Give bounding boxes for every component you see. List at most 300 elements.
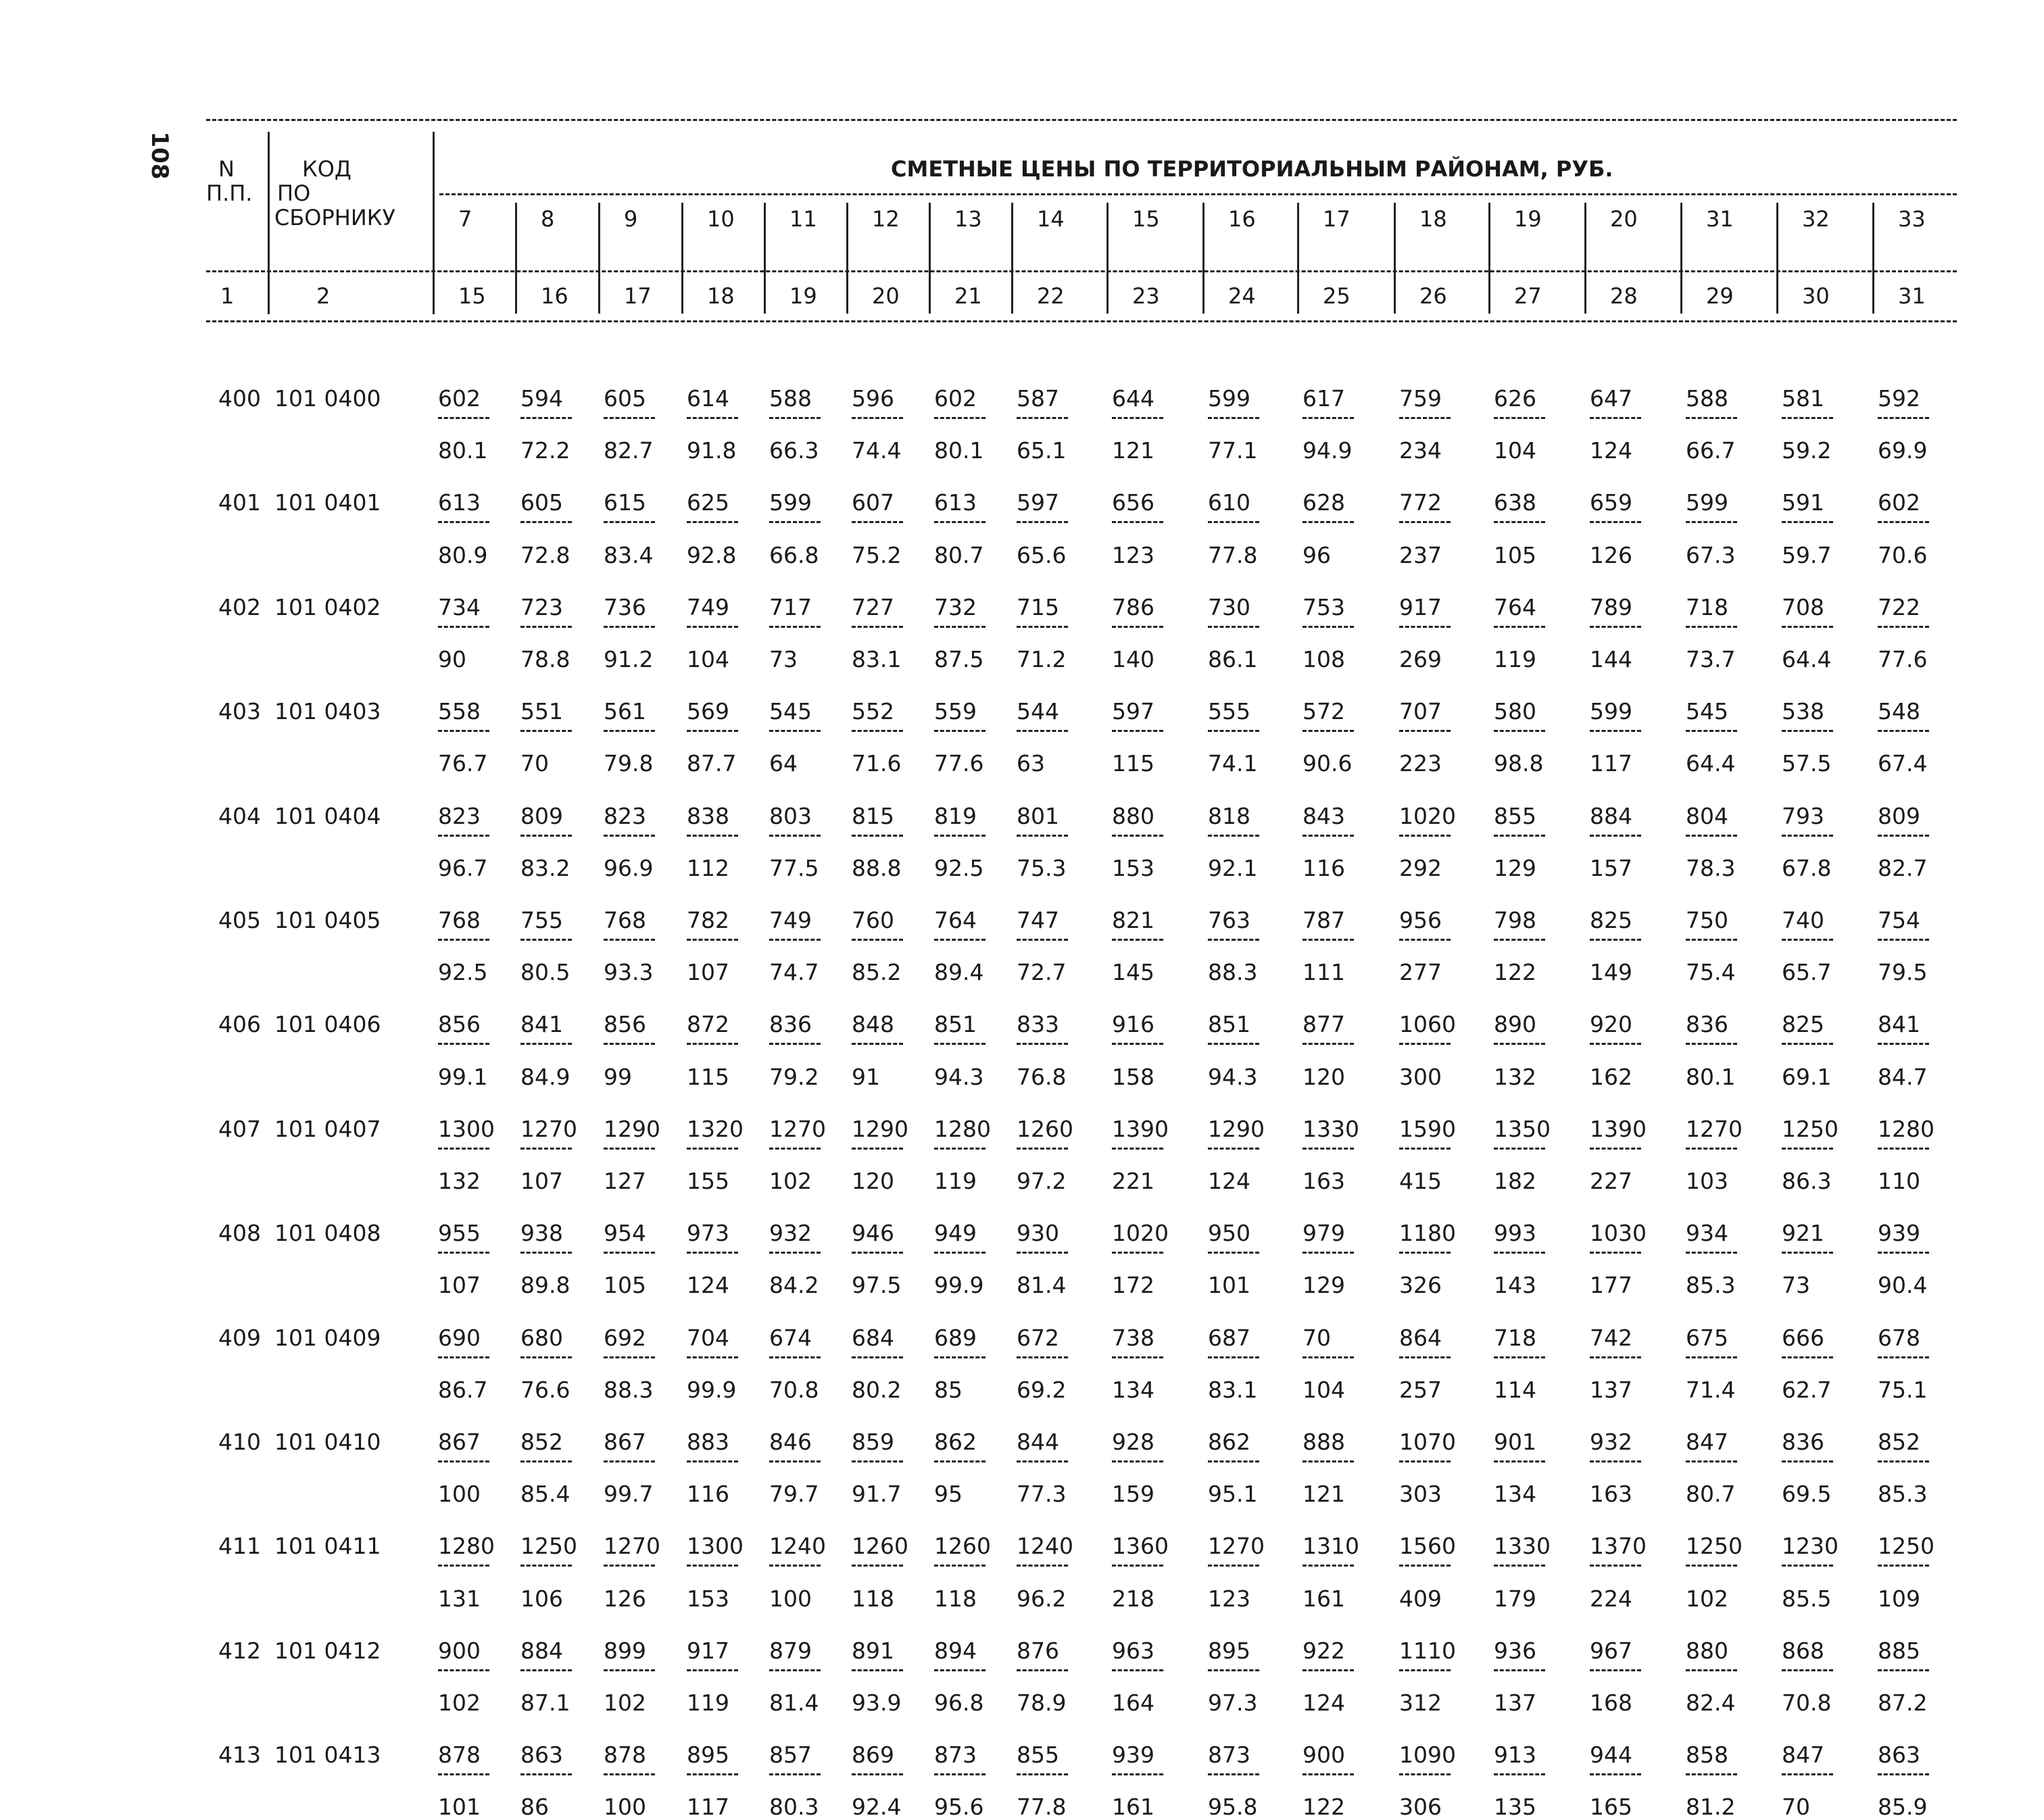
price-cell: 123 (1208, 1585, 1250, 1612)
price-cell: 1260 (852, 1533, 908, 1560)
fraction-line (687, 1773, 738, 1775)
price-cell: 92.4 (852, 1794, 902, 1820)
price-cell: 818 (1208, 802, 1250, 829)
price-cell: 90.6 (1303, 750, 1353, 777)
price-cell: 159 (1112, 1481, 1154, 1508)
fraction-line (769, 1252, 821, 1254)
fraction-line (604, 1252, 655, 1254)
fraction-line (604, 417, 655, 419)
price-cell: 864 (1399, 1324, 1442, 1351)
fraction-line (520, 1148, 572, 1150)
fraction-line (852, 835, 903, 837)
price-cell: 71.4 (1686, 1376, 1736, 1403)
fraction-line (1112, 1148, 1163, 1150)
price-cell: 78.9 (1017, 1690, 1067, 1716)
fraction-line (1303, 1669, 1354, 1671)
price-cell: 803 (769, 802, 812, 829)
fraction-line (1686, 1565, 1737, 1567)
fraction-line (687, 939, 738, 941)
price-cell: 862 (1208, 1429, 1250, 1455)
price-cell: 938 (520, 1220, 563, 1247)
price-cell: 77.6 (1878, 646, 1928, 672)
row-number: 410 (218, 1429, 261, 1455)
fraction-line (934, 521, 986, 523)
price-cell: 798 (1494, 907, 1536, 933)
fraction-line (1590, 1043, 1641, 1045)
fraction-line (769, 1356, 821, 1358)
price-cell: 561 (604, 698, 646, 725)
price-cell: 95 (934, 1481, 963, 1508)
fraction-line (934, 1460, 986, 1462)
price-cell: 730 (1208, 593, 1250, 620)
price-cell: 605 (604, 385, 646, 412)
price-cell: 119 (934, 1168, 977, 1194)
price-cell: 94.3 (1208, 1063, 1258, 1090)
price-cell: 77.3 (1017, 1481, 1067, 1508)
price-cell: 708 (1782, 593, 1824, 620)
fraction-line (769, 417, 821, 419)
fraction-line (1112, 1669, 1163, 1671)
fraction-line (604, 1148, 655, 1150)
fraction-line (934, 1148, 986, 1150)
price-cell: 102 (438, 1690, 481, 1716)
price-cell: 692 (604, 1324, 646, 1351)
fraction-line (769, 1669, 821, 1671)
price-cell: 86.7 (438, 1376, 488, 1403)
district-number: 9 (624, 206, 638, 232)
price-cell: 804 (1686, 802, 1728, 829)
fraction-line (1494, 730, 1545, 732)
price-cell: 87.1 (520, 1690, 570, 1716)
price-cell: 69.2 (1017, 1376, 1067, 1403)
price-cell: 79.5 (1878, 959, 1928, 986)
price-cell: 117 (1590, 750, 1632, 777)
price-cell: 949 (934, 1220, 977, 1247)
price-cell: 599 (769, 489, 812, 516)
price-cell: 838 (687, 802, 729, 829)
fraction-line (1399, 1773, 1451, 1775)
price-cell: 591 (1782, 489, 1824, 516)
fraction-line (1303, 1148, 1354, 1150)
price-cell: 85.4 (520, 1481, 570, 1508)
fraction-line (520, 1356, 572, 1358)
price-cell: 163 (1590, 1481, 1632, 1508)
index-number: 27 (1514, 283, 1542, 309)
price-cell: 569 (687, 698, 729, 725)
fraction-line (1590, 1669, 1641, 1671)
fraction-line (604, 835, 655, 837)
price-cell: 876 (1017, 1637, 1059, 1664)
fraction-line (1494, 1148, 1545, 1150)
price-cell: 80.2 (852, 1376, 902, 1403)
price-cell: 602 (1878, 489, 1920, 516)
price-cell: 118 (934, 1585, 977, 1612)
fraction-line (604, 1773, 655, 1775)
price-cell: 65.6 (1017, 541, 1067, 568)
price-cell: 103 (1686, 1168, 1728, 1194)
price-cell: 153 (687, 1585, 729, 1612)
fraction-line (1303, 1565, 1354, 1567)
price-cell: 257 (1399, 1376, 1442, 1403)
price-cell: 749 (769, 907, 812, 933)
price-cell: 92.1 (1208, 854, 1258, 881)
price-cell: 85.2 (852, 959, 902, 986)
price-cell: 939 (1878, 1220, 1920, 1247)
row-code: 101 0405 (274, 907, 381, 933)
price-cell: 168 (1590, 1690, 1632, 1716)
price-cell: 69.9 (1878, 437, 1928, 464)
price-cell: 67.4 (1878, 750, 1928, 777)
fraction-line (1782, 417, 1833, 419)
price-cell: 87.2 (1878, 1690, 1928, 1716)
price-cell: 82.7 (604, 437, 654, 464)
index-number: 23 (1132, 283, 1160, 309)
price-cell: 707 (1399, 698, 1442, 725)
row-code: 101 0413 (274, 1742, 381, 1769)
district-number: 33 (1898, 206, 1926, 232)
price-cell: 80.1 (934, 437, 984, 464)
fraction-line (852, 1356, 903, 1358)
fraction-line (438, 417, 489, 419)
price-cell: 868 (1782, 1637, 1824, 1664)
price-cell: 821 (1112, 907, 1154, 933)
price-cell: 124 (687, 1272, 729, 1299)
price-cell: 545 (1686, 698, 1728, 725)
price-cell: 715 (1017, 593, 1059, 620)
price-cell: 843 (1303, 802, 1345, 829)
price-cell: 67.8 (1782, 854, 1832, 881)
price-cell: 759 (1399, 385, 1442, 412)
price-cell: 223 (1399, 750, 1442, 777)
price-cell: 753 (1303, 593, 1345, 620)
price-cell: 863 (1878, 1742, 1920, 1769)
price-cell: 934 (1686, 1220, 1728, 1247)
price-cell: 92.8 (687, 541, 737, 568)
price-cell: 581 (1782, 385, 1824, 412)
district-number: 18 (1419, 206, 1447, 232)
index-number: 21 (954, 283, 982, 309)
price-cell: 1250 (1782, 1115, 1839, 1142)
price-cell: 71.2 (1017, 646, 1067, 672)
fraction-line (1208, 1565, 1259, 1567)
price-cell: 137 (1494, 1690, 1536, 1716)
index-number: 19 (789, 283, 817, 309)
price-cell: 1360 (1112, 1533, 1169, 1560)
row-number: 413 (218, 1742, 261, 1769)
fraction-line (1878, 1460, 1929, 1462)
fraction-line (1686, 835, 1737, 837)
index-number: 29 (1706, 283, 1734, 309)
price-cell: 732 (934, 593, 977, 620)
fraction-line (1686, 1460, 1737, 1462)
fraction-line (438, 1356, 489, 1358)
fraction-line (1590, 1252, 1641, 1254)
price-cell: 70.6 (1878, 541, 1928, 568)
fraction-line (1208, 1356, 1259, 1358)
fraction-line (687, 521, 738, 523)
price-cell: 921 (1782, 1220, 1824, 1247)
price-cell: 599 (1208, 385, 1250, 412)
fraction-line (1878, 1043, 1929, 1045)
row-code: 101 0407 (274, 1115, 381, 1142)
fraction-line (1782, 1252, 1833, 1254)
price-cell: 747 (1017, 907, 1059, 933)
index-number: 25 (1323, 283, 1350, 309)
price-cell: 847 (1686, 1429, 1728, 1455)
fraction-line (1303, 1043, 1354, 1045)
price-cell: 841 (520, 1011, 563, 1038)
price-cell: 856 (438, 1011, 481, 1038)
fraction-line (1878, 417, 1929, 419)
price-cell: 823 (438, 802, 481, 829)
price-cell: 59.7 (1782, 541, 1832, 568)
fraction-line (1208, 521, 1259, 523)
price-cell: 76.7 (438, 750, 488, 777)
price-cell: 75.2 (852, 541, 902, 568)
price-cell: 1590 (1399, 1115, 1456, 1142)
row-code: 101 0406 (274, 1011, 381, 1038)
fraction-line (1399, 521, 1451, 523)
price-cell: 74.1 (1208, 750, 1258, 777)
price-cell: 928 (1112, 1429, 1154, 1455)
price-cell: 594 (520, 385, 563, 412)
fraction-line (1686, 730, 1737, 732)
price-cell: 155 (687, 1168, 729, 1194)
price-cell: 1280 (1878, 1115, 1934, 1142)
fraction-line (1303, 1460, 1354, 1462)
price-cell: 94.9 (1303, 437, 1353, 464)
price-cell: 858 (1686, 1742, 1728, 1769)
price-cell: 920 (1590, 1011, 1632, 1038)
fraction-line (769, 1565, 821, 1567)
price-cell: 70 (520, 750, 549, 777)
price-cell: 760 (852, 907, 894, 933)
fraction-line (934, 730, 986, 732)
price-cell: 105 (604, 1272, 646, 1299)
price-cell: 86 (520, 1794, 549, 1820)
fraction-line (1686, 939, 1737, 941)
price-cell: 70.8 (769, 1376, 819, 1403)
fraction-line (1494, 521, 1545, 523)
price-cell: 801 (1017, 802, 1059, 829)
price-cell: 164 (1112, 1690, 1154, 1716)
district-number: 16 (1228, 206, 1256, 232)
price-cell: 70 (1782, 1794, 1810, 1820)
price-cell: 102 (604, 1690, 646, 1716)
fraction-line (1590, 1356, 1641, 1358)
fraction-line (1590, 417, 1641, 419)
price-cell: 132 (1494, 1063, 1536, 1090)
column-separator (1680, 203, 1682, 314)
fraction-line (438, 730, 489, 732)
price-cell: 122 (1494, 959, 1536, 986)
price-cell: 894 (934, 1637, 977, 1664)
price-cell: 545 (769, 698, 812, 725)
price-cell: 100 (769, 1585, 812, 1612)
price-cell: 72.2 (520, 437, 570, 464)
fraction-line (1112, 1773, 1163, 1775)
price-cell: 66.8 (769, 541, 819, 568)
price-cell: 690 (438, 1324, 481, 1351)
fraction-line (1782, 939, 1833, 941)
fraction-line (1686, 1773, 1737, 1775)
price-cell: 888 (1303, 1429, 1345, 1455)
price-cell: 913 (1494, 1742, 1536, 1769)
fraction-line (1686, 1356, 1737, 1358)
price-cell: 107 (438, 1272, 481, 1299)
fraction-line (1399, 1669, 1451, 1671)
index-number: 18 (707, 283, 735, 309)
price-cell: 84.7 (1878, 1063, 1928, 1090)
price-cell: 1180 (1399, 1220, 1456, 1247)
fraction-line (934, 417, 986, 419)
price-cell: 1270 (604, 1533, 660, 1560)
price-cell: 80.3 (769, 1794, 819, 1820)
price-cell: 87.7 (687, 750, 737, 777)
fraction-line (687, 1252, 738, 1254)
fraction-line (1303, 417, 1354, 419)
price-cell: 157 (1590, 854, 1632, 881)
price-cell: 749 (687, 593, 729, 620)
fraction-line (1399, 1148, 1451, 1150)
price-cell: 841 (1878, 1011, 1920, 1038)
price-cell: 847 (1782, 1742, 1824, 1769)
fraction-line (1112, 417, 1163, 419)
price-cell: 1290 (604, 1115, 660, 1142)
price-cell: 218 (1112, 1585, 1154, 1612)
fraction-line (852, 1460, 903, 1462)
price-cell: 306 (1399, 1794, 1442, 1820)
price-cell: 954 (604, 1220, 646, 1247)
row-code: 101 0410 (274, 1429, 381, 1455)
price-cell: 836 (769, 1011, 812, 1038)
district-number: 12 (872, 206, 900, 232)
price-cell: 1320 (687, 1115, 744, 1142)
price-cell: 551 (520, 698, 563, 725)
price-cell: 116 (1303, 854, 1345, 881)
row-number: 402 (218, 593, 261, 620)
price-cell: 851 (934, 1011, 977, 1038)
price-cell: 1020 (1112, 1220, 1169, 1247)
fraction-line (852, 1148, 903, 1150)
column-separator (846, 203, 848, 314)
price-cell: 851 (1208, 1011, 1250, 1038)
fraction-line (1208, 1669, 1259, 1671)
index-number: 26 (1419, 283, 1447, 309)
price-cell: 750 (1686, 907, 1728, 933)
price-cell: 936 (1494, 1637, 1536, 1664)
price-cell: 63 (1017, 750, 1045, 777)
price-cell: 967 (1590, 1637, 1632, 1664)
price-cell: 62.7 (1782, 1376, 1832, 1403)
row-number: 411 (218, 1533, 261, 1560)
fraction-line (1878, 1148, 1929, 1150)
fraction-line (520, 1043, 572, 1045)
price-cell: 610 (1208, 489, 1250, 516)
price-cell: 72.7 (1017, 959, 1067, 986)
price-cell: 312 (1399, 1690, 1442, 1716)
price-cell: 884 (1590, 802, 1632, 829)
price-cell: 83.1 (852, 646, 902, 672)
column-separator (764, 203, 766, 314)
fraction-line (438, 1252, 489, 1254)
price-cell: 116 (687, 1481, 729, 1508)
price-cell: 92.5 (438, 959, 488, 986)
row-number: 400 (218, 385, 261, 412)
price-cell: 602 (438, 385, 481, 412)
header-sub-rule (439, 193, 1957, 195)
fraction-line (1017, 939, 1068, 941)
price-cell: 85.3 (1686, 1272, 1736, 1299)
price-cell: 83.4 (604, 541, 654, 568)
price-cell: 79.8 (604, 750, 654, 777)
index-number: 15 (458, 283, 486, 309)
fraction-line (1399, 1460, 1451, 1462)
fraction-line (1017, 1356, 1068, 1358)
price-cell: 97.3 (1208, 1690, 1258, 1716)
fraction-line (604, 1565, 655, 1567)
row-code: 101 0411 (274, 1533, 381, 1560)
price-cell: 932 (1590, 1429, 1632, 1455)
fraction-line (1017, 730, 1068, 732)
price-cell: 90 (438, 646, 466, 672)
price-cell: 79.7 (769, 1481, 819, 1508)
fraction-line (1782, 1148, 1833, 1150)
fraction-line (1782, 730, 1833, 732)
row-code: 101 0412 (274, 1637, 381, 1664)
fraction-line (1208, 1148, 1259, 1150)
fraction-line (1878, 1669, 1929, 1671)
price-cell: 101 (1208, 1272, 1250, 1299)
price-cell: 126 (604, 1585, 646, 1612)
price-cell: 895 (687, 1742, 729, 1769)
price-cell: 873 (934, 1742, 977, 1769)
fraction-line (520, 730, 572, 732)
price-cell: 77.5 (769, 854, 819, 881)
price-cell: 153 (1112, 854, 1154, 881)
price-cell: 599 (1590, 698, 1632, 725)
price-cell: 1290 (1208, 1115, 1265, 1142)
price-cell: 74.7 (769, 959, 819, 986)
fraction-line (1686, 1148, 1737, 1150)
price-cell: 79.2 (769, 1063, 819, 1090)
price-cell: 120 (852, 1168, 894, 1194)
fraction-line (1590, 730, 1641, 732)
price-cell: 1370 (1590, 1533, 1647, 1560)
fraction-line (1017, 417, 1068, 419)
price-cell: 684 (852, 1324, 894, 1351)
price-cell: 891 (852, 1637, 894, 1664)
price-cell: 1060 (1399, 1011, 1456, 1038)
price-cell: 96.2 (1017, 1585, 1067, 1612)
fraction-line (1590, 939, 1641, 941)
price-cell: 884 (520, 1637, 563, 1664)
fraction-line (1494, 939, 1545, 941)
fraction-line (1878, 521, 1929, 523)
price-cell: 558 (438, 698, 481, 725)
price-cell: 121 (1112, 437, 1154, 464)
price-cell: 855 (1494, 802, 1536, 829)
price-cell: 1330 (1303, 1115, 1359, 1142)
row-number: 404 (218, 802, 261, 829)
fraction-line (1017, 521, 1068, 523)
price-cell: 66.3 (769, 437, 819, 464)
price-cell: 552 (852, 698, 894, 725)
price-cell: 119 (687, 1690, 729, 1716)
price-cell: 75.4 (1686, 959, 1736, 986)
price-cell: 602 (934, 385, 977, 412)
price-cell: 95.1 (1208, 1481, 1258, 1508)
